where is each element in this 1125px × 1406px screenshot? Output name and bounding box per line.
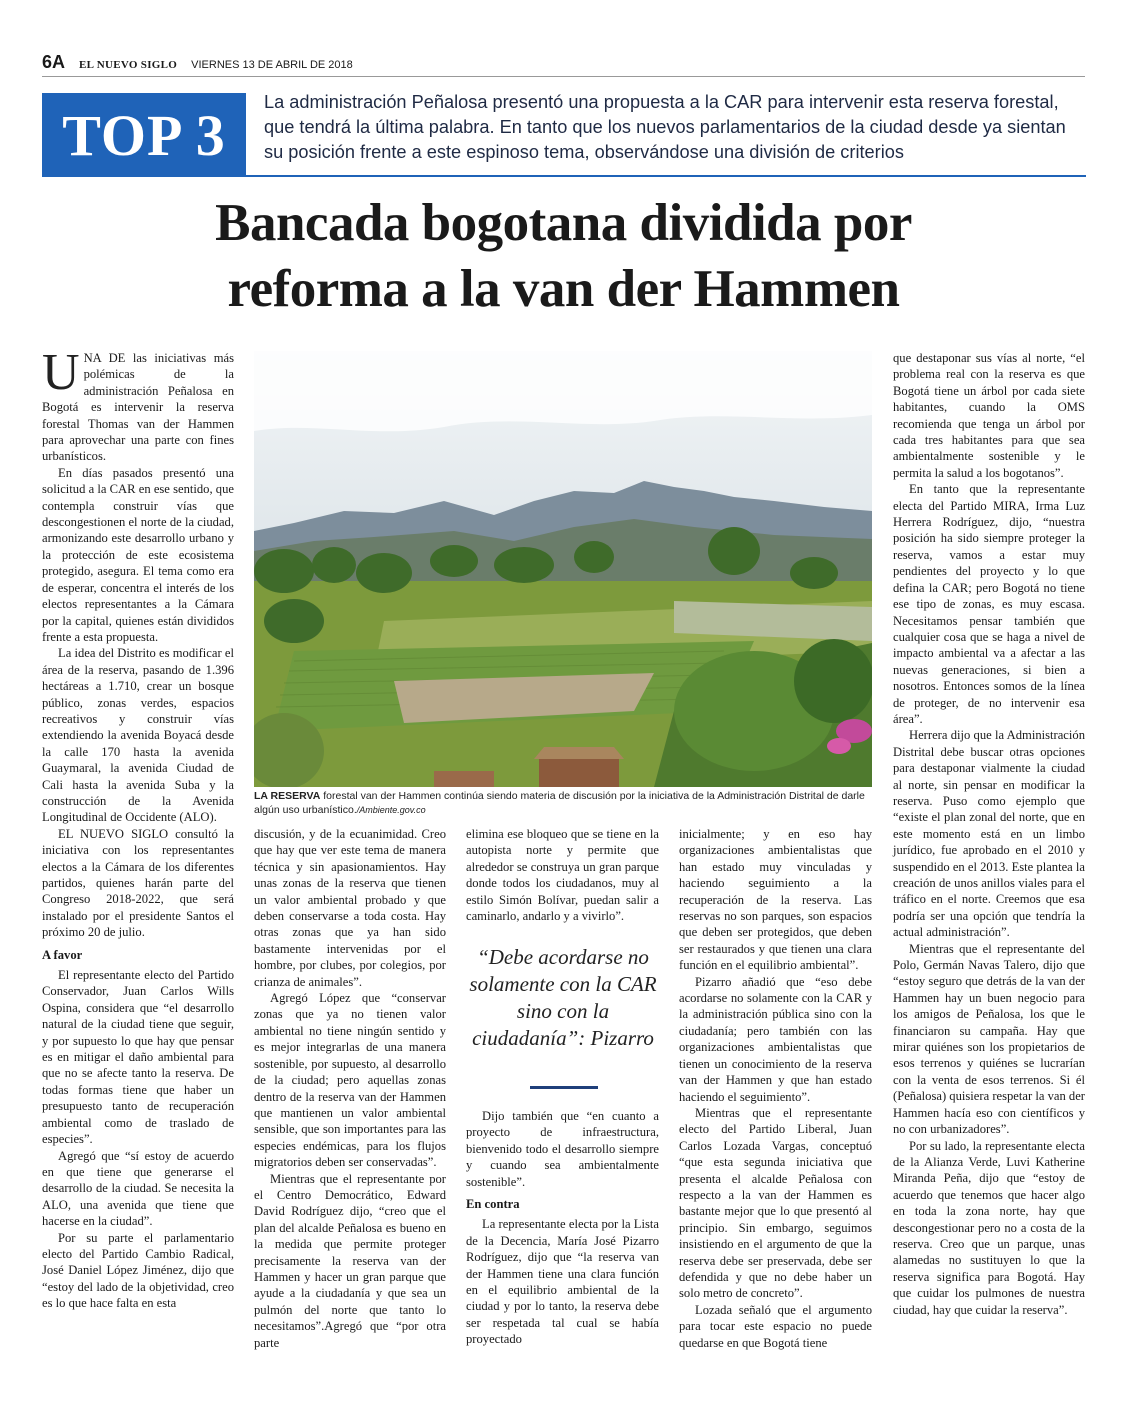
paragraph: El representante electo del Partido Conservador, Juan Carlos Wills Ospina, considera que “el desarrollo natural de la ciudad tiene que seguir, y por supuesto lo que hay que pensar es en mitigar el daño ambiental para que no se afecte tanto la reserva. De todas formas tiene que haber un presupuesto tanto de recuperación ambiental como de traslado de especies”.	[42, 968, 234, 1147]
headline-line-2: reforma a la van der Hammen	[227, 260, 900, 318]
column-3	[466, 826, 659, 924]
headline-line-1: Bancada bogotana dividida por	[215, 194, 912, 252]
drop-cap: U	[42, 344, 80, 401]
paragraph: Mientras que el representante electo del Partido Liberal, Juan Carlos Lozada Vargas, conceptuó “que esta segunda iniciativa que presenta el alcalde Peñalosa con respecto a la van der Hammen es bastante mejor que lo que presentó al principio. Sin embargo, seguimos insistiendo en el argumento de que la reserva debe ser preservada, debe ser defendida y que no debe haber un solo metro de concreto”.	[679, 1105, 872, 1301]
subhead-a-favor: A favor	[42, 947, 83, 962]
kicker-rule	[246, 175, 1086, 177]
lead-paragraph	[42, 344, 234, 465]
column-1	[42, 344, 234, 1312]
paragraph: Dijo también que “en cuanto a proyecto de infraestructura, bienvenido todo el desarrollo siempre y cuando sea ambientalmente sostenible”.	[466, 1109, 659, 1189]
paragraph: Lozada señaló que el argumento para tocar este espacio no puede quedarse en que Bogotá tiene	[679, 1302, 872, 1350]
paragraph: Agregó López que “conservar zonas que ya no tienen valor ambiental no tiene ningún sentido y es mejor integrarlas de una manera sostenible, por supuesto, al desarrollo de la ciudad; pero aquellas zonas dentro de la reserva van der Hammen que mantienen un valor ambiental sensible, que son importantes para las especies endémicas, para los flujos migratorios deben ser conservadas”.	[254, 991, 446, 1170]
issue-date: VIERNES 13 DE ABRIL DE 2018	[191, 59, 353, 71]
paragraph: Por su parte el parlamentario electo del Partido Cambio Radical, José Daniel López Jiménez, dijo que “estoy del lado de la objetividad, creo es lo que hace falta en esta	[42, 1230, 234, 1311]
photo-caption	[254, 789, 872, 817]
paragraph: Pizarro añadió que “eso debe acordarse no solamente con la CAR y la administración pública sino con la ciudadanía; pero también con las organizaciones ambientalistas que tienen un conocimiento de la reserva van der Hammen y que han estado haciendo el seguimiento”.	[679, 974, 872, 1104]
paragraph: En tanto que la representante electa del Partido MIRA, Irma Luz Herrera Rodríguez, dijo, “nuestra posición ha sido siempre proteger la reserva, vamos a estar muy pendientes del proyecto y lo que defina la CAR; pero Bogotá no tiene ese tipo de zonas, es muy escasa. Necesitamos pensar también que cualquier cosa que se haga a nivel de impacto ambiental va a afectar a las nuevas generaciones, si bien a nosotros. Entonces somos de la línea de proteger, de no intervenir esa área”.	[893, 482, 1085, 726]
paragraph: Mientras que el representante del Polo, Germán Navas Talero, dijo que “estoy seguro que detrás de la van der Hammen hay un buen negocio para los amigos de Peñalosa, los que le financiaron su campaña. Hay que mirar quiénes son los propietarios de esos terrenos y quiénes se lucrarían con la venta de esos terrenos. Si él (Peñalosa) quisiera respetar la van der Hammen hacía eso con científicos y no con urbanizadores”.	[893, 941, 1085, 1137]
paragraph: EL NUEVO SIGLO consultó la iniciativa con los representantes electos a la Cámara de los diferentes partidos, quienes harán parte del Congreso 2018-2022, que será instalado por el presidente Santos el próximo 20 de julio.	[42, 826, 234, 940]
page-number: 6A	[42, 52, 66, 72]
paragraph: discusión, y de la ecuanimidad. Creo que hay que ver este tema de manera técnica y sin apasionamientos. Hay unas zonas de la reserva que tienen un valor ambiental probado y que deben conservarse a toda costa. Hay otras zonas que ya han sido bastamente intervenidas por el hombre, por clubes, por colegios, por crianza de animales”.	[254, 827, 446, 989]
paragraph: elimina ese bloqueo que se tiene en la autopista norte y permite que alrededor se construya un gran parque donde todos los ciudadanos, muy al estilo Simón Bolívar, puedan salir a caminarlo, andarlo y a vivirlo”.	[466, 827, 659, 924]
paragraph: La idea del Distrito es modificar el área de la reserva, pasando de 1.396 hectáreas a 1.710, crear un bosque público, zonas verdes, espacios recreativos y construir vías extendiendo la avenida Boyacá desde la calle 170 hasta la avenida Guaymaral, la avenida Ciudad de Cali hasta la avenida Suba y la construcción de la Avenida Longitudinal de Occidente (ALO).	[42, 646, 234, 825]
section-badge: TOP 3	[42, 93, 246, 177]
paragraph: inicialmente; y en eso hay organizaciones ambientalistas que han estado muy vinculadas y haciendo seguimiento a la recuperación de la reserva. Las reservas no son parques, son espacios que deben ser protegidos, que deben ser restaurados y que tienen una clara función en el equilibrio ambiental”.	[679, 827, 872, 973]
subhead-en-contra: En contra	[466, 1197, 520, 1212]
paragraph: Agregó que “sí estoy de acuerdo en que tiene que generarse el desarrollo de la ciudad. Se necesita la ALO, una avenida que tiene que hacerse en la ciudad”.	[42, 1148, 234, 1229]
landscape-illustration	[254, 351, 872, 787]
pull-quote-rule	[530, 1086, 598, 1089]
caption-text: forestal van der Hammen continúa siendo materia de discusión por la iniciativa de la Administración Distrital de darle algún uso urbanístico.	[254, 790, 865, 816]
caption-lead: LA RESERVA	[254, 790, 321, 802]
column-4	[679, 826, 872, 1351]
pull-quote: “Debe acordarse no solamente con la CAR sino con la ciudadanía”: Pizarro	[469, 945, 657, 1050]
paragraph: Mientras que el representante por el Centro Democrático, Edward David Rodríguez dijo, “creo que el plan del alcalde Peñalosa es bueno en la medida que permite proteger precisamente la reserva van der Hammen y hacer un gran parque que ayude a la ciudadanía y que sea un pulmón del norte que tanto lo necesitamos”.Agregó que “por otra parte	[254, 1171, 446, 1350]
lead-paragraph-text: NA DE las iniciativas más polémicas de la administración Peñalosa en Bogotá es intervenir la reserva forestal Thomas van der Hammen para aprovechar una parte con fines urbanísticos.	[42, 351, 234, 464]
kicker-text: La administración Peñalosa presentó una propuesta a la CAR para intervenir esta reserva forestal, que tendrá la última palabra. En tanto que los nuevos parlamentarios de la ciudad desde ya sientan su posición frente a este espinoso tema, observándose una división de criterios	[264, 92, 1066, 162]
folio	[42, 52, 353, 73]
column-2	[254, 826, 446, 1351]
paragraph: Herrera dijo que la Administración Distrital debe buscar otras opciones para destaponar vialmente la ciudad al norte, sin pensar en modificar la reserva. Puso como ejemplo que “existe el plan zonal del norte, que en este momento está en un limbo jurídico, fue aprobado en el 2010 y suspendido en el 2013. Este plantea la creación de unos anillos viales para el tráfico en el norte. Creemos que esa podría ser una opción que tendría la actual administración”.	[893, 728, 1086, 940]
newspaper-name: EL NUEVO SIGLO	[79, 59, 178, 71]
paragraph: que destaponar sus vías al norte, “el problema real con la reserva es que Bogotá tiene un árbol por cada siete habitantes, cuando la OMS recomienda que tenga un árbol por cada tres habitantes para que sea ambientalmente sostenible y le permita la salud a los bogotanos”.	[893, 351, 1085, 480]
paragraph: Por su lado, la representante electa de la Alianza Verde, Luvi Katherine Miranda Peña, dijo que “estoy de acuerdo que tenemos que hacer algo en toda la zona norte, hay que descongestionar pero no a costa de la reserva. Creo que un parque, unas alamedas no sustituyen lo que la reserva significa para Bogotá. Hay que cuidar los pulmones de nuestra ciudad, hay que cuidar la reserva”.	[893, 1138, 1085, 1317]
paragraph: En días pasados presentó una solicitud a la CAR en ese sentido, que contempla construir vías que descongestionen el norte de la ciudad, armonizando este desarrollo urbano y la protección de este ecosistema protegido, asegura. El tema como era de esperar, concentra el interés de los electos representantes a la Cámara por la capital, quienes están divididos frente a esta propuesta.	[42, 465, 234, 644]
top-rule	[42, 76, 1085, 77]
paragraph: La representante electa por la Lista de la Decencia, María José Pizarro Rodríguez, dijo que “la reserva van der Hammen tiene una clara función en el equilibrio ambiental de la ciudad y por lo tanto, la reserva debe ser respetada tal cual se había proyectado	[466, 1217, 659, 1347]
column-5	[893, 350, 1085, 1318]
headline	[42, 190, 1085, 322]
column-3-lower	[466, 1108, 659, 1348]
photo-credit: /Ambiente.gov.co	[356, 805, 426, 815]
reserve-photo	[254, 351, 872, 787]
